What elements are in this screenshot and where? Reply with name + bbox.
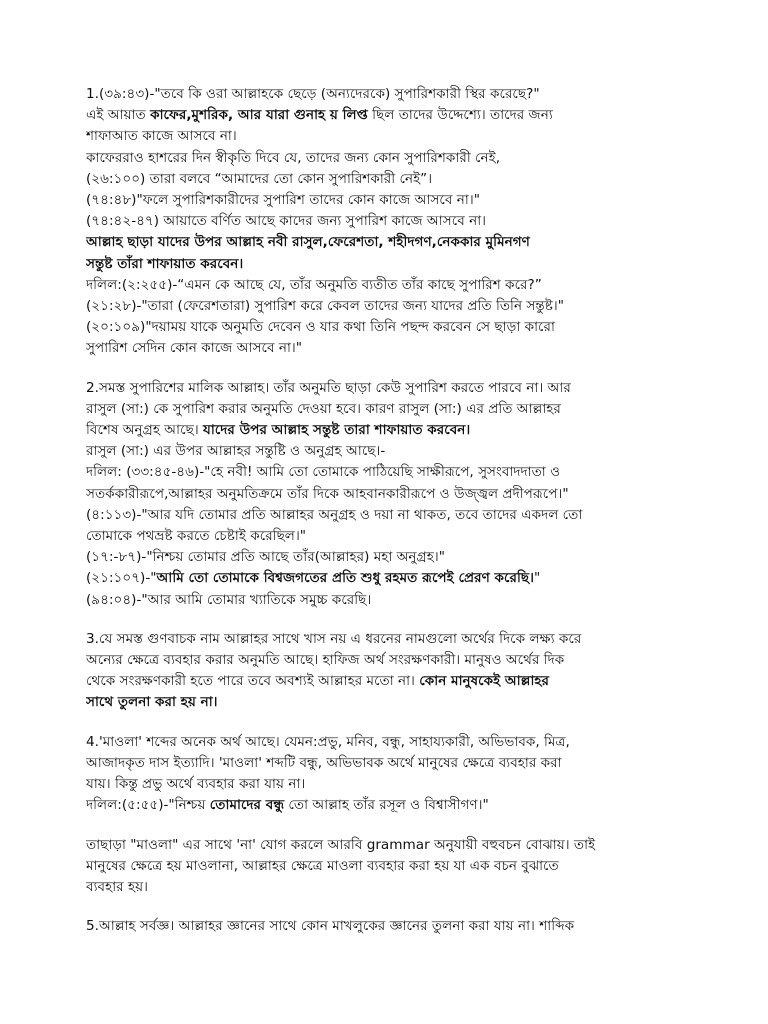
body-text: (২৬:১০০) তারা বলবে “আমাদের তো কোন সুপারিশকারী নেই”।	[86, 170, 433, 187]
body-text: যায়। কিন্তু প্রভু অর্থে ব্যবহার করা যায় না।	[86, 776, 306, 793]
body-text: ব্যবহার হয়।	[86, 878, 148, 895]
text-line	[86, 671, 682, 692]
body-text: 5.আল্লাহ সর্বজ্ঞ। আল্লাহর জ্ঞানের সাথে কোন মাখলুকের জ্ঞানের তুলনা করা যায় না। শাব্দিক	[86, 918, 575, 935]
text-line	[86, 169, 682, 190]
body-text: থেকে সংরক্ষণকারী হতে পারে তবে অবশ্যই আল্লাহর মতো না।	[86, 673, 420, 690]
body-text: 4.'মাওলা' শব্দের অনেক অর্থ আছে। যেমন:প্রভু, মনিব, বন্ধু, সাহায্যকারী, অভিভাবক, মিত্র,	[86, 733, 570, 750]
body-text: 1.(৩৯:৪৩)-"তবে কি ওরা আল্লাহকে ছেড়ে (অন্যদেরকে) সুপারিশকারী স্থির করেছে?"	[86, 86, 540, 102]
text-line	[86, 916, 682, 937]
text-line	[86, 399, 682, 420]
body-text: এই আয়াত	[86, 107, 151, 124]
text-line	[86, 211, 682, 232]
bold-text: আমি তো তোমাকে বিশ্বজগতের প্রতি শুধু রহমত রূপেই প্রেরণ করেছি।	[156, 570, 534, 587]
body-text: (৭৪:৪২-৪৭) আয়াতে বর্ণিত আছে কাদের জন্য সুপারিশ কাজে আসবে না।	[86, 213, 487, 230]
body-text: আজাদকৃত দাস ইত্যাদি। 'মাওলা' শব্দটি বন্ধু, অভিভাবক অর্থে মানুষের ক্ষেত্রে ব্যবহার করা	[86, 754, 562, 771]
bold-text: তোমাদের বন্ধু	[209, 797, 285, 814]
text-line	[86, 629, 682, 650]
body-text: (২১:২৮)-"তারা (ফেরেশতারা) সুপারিশ করে কেবল তাদের জন্য যাদের প্রতি তিনি সন্তুষ্ট।"	[86, 298, 564, 315]
text-line	[86, 338, 682, 359]
paragraph-3	[86, 629, 682, 714]
text-line	[86, 84, 682, 105]
text-line	[86, 692, 682, 713]
body-text: শাফাআত কাজে আসবে না।	[86, 128, 237, 145]
bold-text: সাথে তুলনা করা হয় না।	[86, 694, 218, 711]
text-line	[86, 378, 682, 399]
text-line	[86, 835, 682, 856]
text-line	[86, 105, 682, 126]
body-text: (৪:১১৩)-"আর যদি তোমার প্রতি আল্লাহর অনুগ্রহ ও দয়া না থাকত, তবে তাদের একদল তো	[86, 506, 583, 523]
paragraph-5	[86, 835, 682, 899]
body-text: সুপারিশ সেদিন কোন কাজে আসবে না।"	[86, 340, 302, 357]
body-text: (৯৪:০৪)-"আর আমি তোমার খ্যাতিকে সমুচ্চ করেছি।	[86, 591, 372, 608]
body-text: তাছাড়া "মাওলা" এর সাথে 'না' যোগ করলে আরবি grammar অনুযায়ী বহুবচন বোঝায়। তাই	[86, 836, 596, 853]
text-line	[86, 441, 682, 462]
text-line	[86, 650, 682, 671]
text-line	[86, 795, 682, 816]
text-line	[86, 590, 682, 611]
text-line	[86, 526, 682, 547]
body-text: "	[533, 570, 541, 587]
text-line	[86, 126, 682, 147]
text-line	[86, 232, 682, 253]
text-line	[86, 505, 682, 526]
paragraph-2	[86, 378, 682, 611]
text-line	[86, 856, 682, 877]
body-text: কাফেররাও হাশরের দিন স্বীকৃতি দিবে যে, তাদের জন্য কোন সুপারিশকারী নেই,	[86, 149, 501, 166]
paragraph-6	[86, 916, 682, 937]
paragraph-1	[86, 84, 682, 360]
body-text: (২০:১০৯)"দয়াময় যাকে অনুমতি দেবেন ও যার কথা তিনি পছন্দ করবেন সে ছাড়া কারো	[86, 319, 555, 336]
text-line	[86, 774, 682, 795]
body-text: দলিল:(২:২৫৫)-“এমন কে আছে যে, তাঁর অনুমতি ব্যতীত তাঁর কাছে সুপারিশ করে?”	[86, 276, 542, 293]
body-text: (১৭:-৮৭)-"নিশ্চয় তোমার প্রতি আছে তাঁর(আল্লাহর) মহা অনুগ্রহ।"	[86, 549, 445, 566]
text-line	[86, 753, 682, 774]
body-text: তো আল্লাহ তাঁর রসূল ও বিশ্বাসীগণ।"	[284, 797, 489, 814]
body-text: অন্যের ক্ষেত্রে ব্যবহার করার অনুমতি আছে। হাফিজ অর্থ সংরক্ষণকারী। মানুষও অর্থের দিক	[86, 652, 565, 669]
body-text: দলিল: (৩৩:৪৫-৪৬)-"হে নবী! আমি তো তোমাকে পাঠিয়েছি সাক্ষীরূপে, সুসংবাদদাতা ও	[86, 464, 561, 481]
body-text: দলিল:(৫:৫৫)-"নিশ্চয়	[86, 797, 210, 814]
body-text: 2.সমস্ত সুপারিশের মালিক আল্লাহ। তাঁর অনুমতি ছাড়া কেউ সুপারিশ করতে পারবে না। আর	[86, 379, 571, 396]
body-text: ছিল তাদের উদ্দেশ্যে। তাদের জন্য	[367, 107, 553, 124]
body-text: (২১:১০৭)-"	[86, 570, 157, 587]
body-text: 3.যে সমস্ত গুণবাচক নাম আল্লাহর সাথে খাস নয় এ ধরনের নামগুলো অর্থের দিকে লক্ষ্য করে	[86, 630, 582, 647]
text-line	[86, 275, 682, 296]
bold-text: কোন মানুষকেই আল্লাহর	[419, 673, 550, 690]
bold-text: আল্লাহ ছাড়া যাদের উপর আল্লাহ নবী রাসুল,ফেরেশতা, শহীদগণ,নেককার মুমিনগণ	[86, 234, 530, 251]
text-line	[86, 732, 682, 753]
text-line	[86, 420, 682, 441]
bold-text: সন্তুষ্ট তাঁরা শাফায়াত করবেন।	[86, 255, 244, 272]
body-text: রাসুল (সা:) এর উপর আল্লাহর সন্তুষ্টি ও অনুগ্রহ আছে।-	[86, 443, 386, 460]
paragraph-4	[86, 732, 682, 817]
bold-text: কাফের,মুশরিক, আর যারা গুনাহ য় লিপ্ত	[150, 107, 368, 124]
bold-text: যাদের উপর আল্লাহ সন্তুষ্ট তারা শাফায়াত করবেন।	[203, 422, 471, 439]
text-line	[86, 296, 682, 317]
text-line	[86, 190, 682, 211]
text-line	[86, 254, 682, 275]
text-line	[86, 462, 682, 483]
text-line	[86, 317, 682, 338]
body-text: (৭৪:৪৮)"ফলে সুপারিশকারীদের সুপারিশ তাদের কোন কাজে আসবে না।"	[86, 192, 480, 209]
text-line	[86, 547, 682, 568]
body-text: তোমাকে পথভ্রষ্ট করতে চেষ্টাই করেছিল।"	[86, 528, 307, 545]
text-line	[86, 148, 682, 169]
body-text: বিশেষ অনুগ্রহ আছে।	[86, 422, 204, 439]
body-text: মানুষের ক্ষেত্রে হয় মাওলানা, আল্লাহর ক্ষেত্রে মাওলা ব্যবহার করা হয় যা এক বচন বুঝাতে	[86, 857, 559, 874]
body-text: সতর্ককারীরূপে,আল্লাহর অনুমতিক্রমে তাঁর দিকে আহবানকারীরূপে ও উজ্জ্বল প্রদীপরূপে।"	[86, 485, 569, 502]
body-text: রাসুল (সা:) কে সুপারিশ করার অনুমতি দেওয়া হবে। কারণ রাসুল (সা:) এর প্রতি আল্লাহর	[86, 400, 561, 417]
text-line	[86, 568, 682, 589]
text-line	[86, 484, 682, 505]
text-line	[86, 877, 682, 898]
